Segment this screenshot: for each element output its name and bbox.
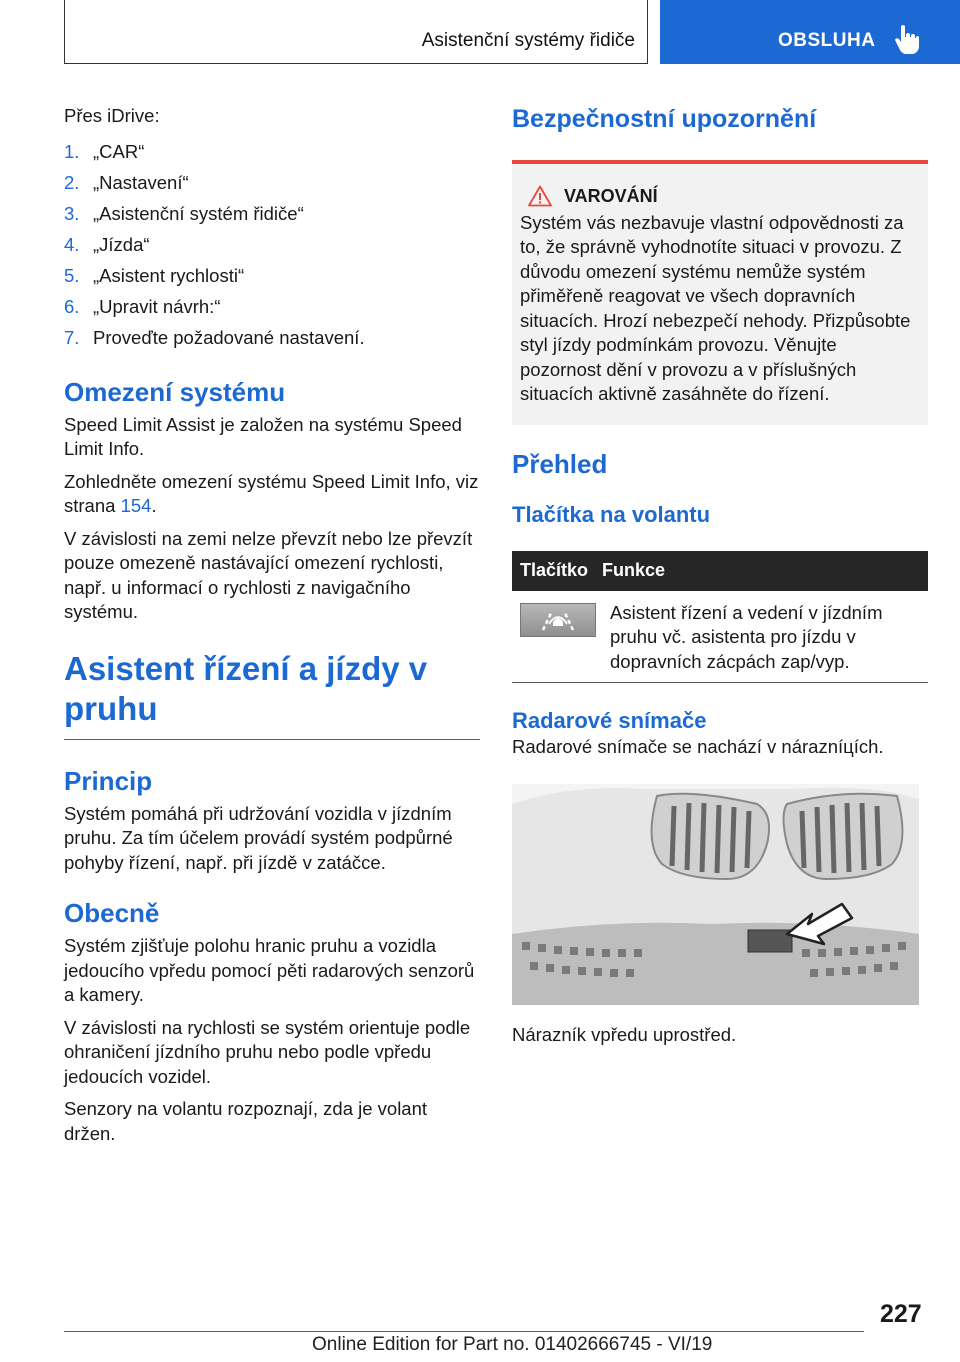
step-number: 6. [64, 295, 80, 317]
step-number: 5. [64, 264, 80, 286]
chapter-title: OBSLUHA [778, 30, 876, 51]
step-number: 7. [64, 326, 80, 348]
principle-heading: Princip [64, 765, 153, 796]
step-text: „CAR“ [93, 140, 145, 162]
page-number: 227 [880, 1300, 922, 1328]
general-paragraph: Senzory na volantu rozpoznají, zda je volant držen. [64, 1098, 428, 1144]
list-item [64, 323, 480, 354]
column-header-button: Tlačítko [520, 560, 589, 581]
table-row [512, 591, 928, 684]
step-text: „Asistent rychlosti“ [93, 264, 245, 286]
running-header [64, 0, 648, 64]
general-paragraph: Systém zjišťuje polohu hranic pruhu a vozidla jedoucího vpředu pomocí pěti radarových senzorů a kamery. [64, 935, 475, 1005]
left-column [64, 104, 480, 1154]
footer-divider [64, 1331, 864, 1332]
step-number: 4. [64, 233, 80, 255]
list-item [64, 199, 480, 230]
general-heading: Obecně [64, 898, 160, 928]
lane-assist-button-icon [520, 603, 596, 637]
step-number: 3. [64, 202, 80, 224]
step-number: 1. [64, 140, 80, 162]
list-item [64, 137, 480, 168]
step-text: „Upravit návrh:“ [93, 295, 221, 317]
limits-reference [64, 470, 480, 519]
limits-paragraph: Speed Limit Assist je založen na systému Speed Limit Info. [64, 413, 462, 459]
list-item [64, 261, 480, 292]
right-column [512, 104, 928, 1056]
step-number: 2. [64, 171, 80, 193]
limits-paragraph-country: V závislosti na zemi nelze převzít nebo lze převzít pouze omezeně nastávající omezení rychlosti, např. u informací o rychlosti z navigačního systému. [64, 527, 473, 622]
step-text: „Asistenční systém řidiče“ [93, 202, 304, 224]
buttons-heading: Tlačítka na volantu [512, 501, 711, 527]
idrive-steps [64, 137, 480, 354]
page-link[interactable]: 154 [120, 495, 152, 516]
general-paragraph: V závislosti na rychlosti se systém orientuje podle ohraničení jízdního pruhu nebo podle vpředu jedoucích vozidel. [64, 1016, 471, 1087]
warning-title: VAROVÁNÍ [564, 186, 658, 206]
idrive-intro: Přes iDrive: [64, 105, 160, 126]
warning-header [520, 184, 920, 209]
reference-text: Zohledněte omezení systému Speed Limit Info, viz strana [64, 470, 479, 516]
list-item [64, 292, 480, 323]
radar-paragraph: Radarové snímače se nachází v nárazníцích. [512, 736, 884, 757]
list-item [64, 230, 480, 261]
warning-box [512, 160, 928, 425]
radar-heading: Radarové snímače [512, 708, 707, 733]
step-text: „Nastavení“ [93, 171, 189, 193]
list-item [64, 168, 480, 199]
table-header [512, 551, 928, 591]
buttons-table [512, 551, 928, 684]
button-cell [512, 601, 610, 675]
function-cell: Asistent řízení a vedení v jízdním pruhu vč. asistenta pro jízdu v dopravních zácpách zap/vyp. [610, 601, 883, 672]
warning-text: Systém vás nezbavuje vlastní odpovědnosti za to, že správně vyhodnotíte situaci v provozu. Z důvodu omezení systému nemůže systém přiměřeně reagovat ve všech dopravních situacích. Hrozí nebezpečí nehody. Přizpůsobte styl jízdy podmínkám provozu. Věnujte pozornost dění v provozu a v příslušných situacích aktivně zasáhněte do řízení. [520, 211, 911, 404]
safety-heading: Bezpečnostní upozornění [512, 105, 817, 133]
chapter-tab [660, 0, 960, 64]
photo-caption: Nárazník vpředu uprostřed. [512, 1024, 737, 1045]
step-text: „Jízda“ [93, 233, 150, 255]
edition-note: Online Edition for Part no. 01402666745 - VI/19 [312, 1334, 713, 1355]
front-bumper-image [512, 784, 919, 1005]
limits-heading: Omezení systému [64, 376, 286, 407]
section-title: Asistenční systémy řidiče [421, 30, 635, 51]
reference-end: . [151, 495, 157, 516]
step-text: Proveďte požadované nastavení. [93, 326, 365, 348]
principle-paragraph: Systém pomáhá při udržování vozidla v jízdním pruhu. Za tím účelem provádí systém podpůrné pohyby řízení, např. při jízdě v zatáčce. [64, 802, 453, 873]
pointing-hand-icon [894, 24, 920, 56]
main-heading: Asistent řízení a jízdy v pruhu [64, 649, 480, 740]
overview-heading: Přehled [512, 448, 608, 479]
warning-triangle-icon [528, 185, 552, 207]
column-header-function: Funkce [602, 560, 666, 581]
